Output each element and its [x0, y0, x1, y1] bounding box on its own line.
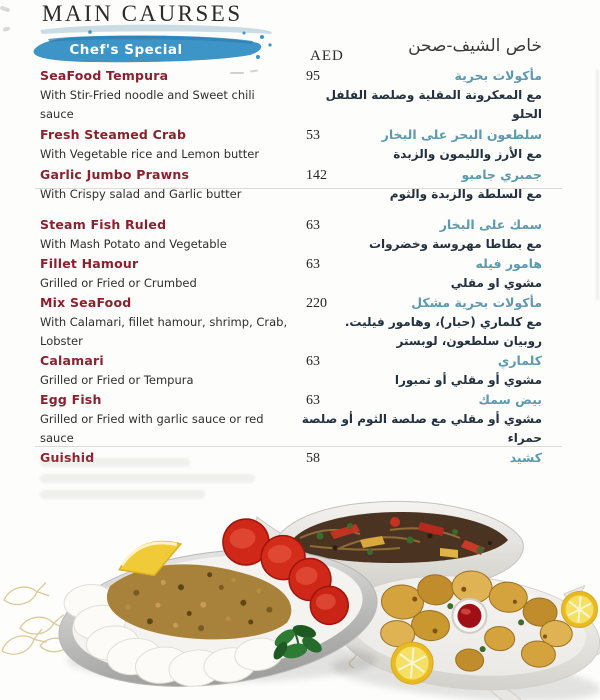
menu-item	[40, 254, 542, 293]
item-price: 63	[306, 393, 320, 408]
menu-item	[40, 390, 542, 448]
item-price: 63	[306, 354, 320, 369]
item-desc-en: Grilled or Fried or Crumbed	[40, 276, 197, 290]
menu-section-chefs-special	[40, 66, 542, 205]
item-name-en: SeaFood Tempura	[40, 68, 169, 83]
menu-item	[40, 125, 542, 164]
item-desc-en: With Calamari, fillet hamour, shrimp, Crab, Lobster	[40, 315, 288, 348]
scan-artifact	[230, 72, 244, 74]
food-photo	[0, 488, 600, 700]
item-name-ar: كشيد	[509, 450, 542, 465]
item-desc-ar: مع السلطة والزبدة والثوم	[389, 187, 542, 201]
item-price: 220	[306, 296, 327, 311]
item-desc-ar: مشوي أو مقلي أو تمبورا	[394, 373, 542, 387]
item-price: 95	[306, 69, 320, 84]
section-header-arabic: خاص الشيف-صحن	[408, 36, 542, 56]
item-name-en: Garlic Jumbo Prawns	[40, 167, 190, 182]
menu-item	[40, 351, 542, 390]
currency-header: AED	[310, 48, 344, 64]
item-name-ar: كلماري	[497, 353, 542, 368]
item-price: 142	[306, 168, 327, 183]
item-price: 63	[306, 257, 320, 272]
item-price: 53	[306, 128, 320, 143]
section-divider	[35, 446, 562, 447]
item-name-en: Steam Fish Ruled	[40, 217, 167, 232]
page-title: MAIN CAURSES	[42, 1, 243, 26]
item-desc-en: With Vegetable rice and Lemon butter	[40, 147, 260, 161]
item-desc-ar: مع كلماري (حبار)، وهامور فيليت. روبيان سلطعون، لوبستر	[344, 315, 542, 348]
menu-item	[40, 165, 542, 204]
scan-artifact	[596, 70, 599, 300]
item-desc-en: Grilled or Fried with garlic sauce or red sauce	[40, 412, 264, 445]
menu-item	[40, 215, 542, 254]
item-desc-ar: مع بطاطا مهروسة وخضروات	[368, 237, 542, 251]
item-price: 63	[306, 218, 320, 233]
item-name-en: Calamari	[40, 353, 104, 368]
item-name-ar: مأكولات بحرية مشكل	[411, 295, 542, 310]
item-name-en: Fillet Hamour	[40, 256, 139, 271]
item-name-ar: جمبري جامبو	[461, 167, 542, 182]
item-name-ar: سمك على البخار	[439, 217, 542, 232]
item-name-ar: هامور فيله	[475, 256, 542, 271]
item-name-ar: سلطعون البحر على البخار	[381, 127, 542, 142]
item-desc-ar: مشوي او مقلي	[450, 276, 542, 290]
item-desc-ar: مع الأرز والليمون والزبدة	[393, 147, 542, 161]
item-name-ar: مأكولات بحرية	[454, 68, 542, 83]
scan-artifact	[0, 5, 10, 12]
item-desc-en: Grilled or Fried or Tempura	[40, 373, 194, 387]
item-name-en: Guishid	[40, 450, 95, 465]
item-desc-en: With Stir-Fried noodle and Sweet chili sauce	[40, 88, 255, 121]
menu-item	[40, 66, 542, 124]
menu-list	[40, 0, 542, 470]
print-through-ghost-text	[40, 458, 190, 467]
item-price: 58	[306, 451, 320, 466]
scan-artifact	[3, 26, 11, 32]
item-desc-ar: مع المعكرونة المقلية وصلصة الفلفل الحلو	[325, 88, 542, 121]
item-name-en: Mix SeaFood	[40, 295, 132, 310]
item-desc-en: With Crispy salad and Garlic butter	[40, 187, 242, 201]
section-divider	[35, 188, 562, 189]
item-name-en: Fresh Steamed Crab	[40, 127, 187, 142]
item-name-ar: بيض سمك	[478, 392, 542, 407]
item-desc-ar: مشوي أو مقلي مع صلصة الثوم أو صلصة حمراء	[301, 412, 542, 445]
item-name-en: Egg Fish	[40, 392, 102, 407]
print-through-ghost-text	[40, 474, 255, 483]
item-desc-en: With Mash Potato and Vegetable	[40, 237, 227, 251]
chefs-special-label: Chef's Special	[69, 42, 183, 58]
menu-item	[40, 293, 542, 351]
menu-section-mains	[40, 215, 542, 468]
